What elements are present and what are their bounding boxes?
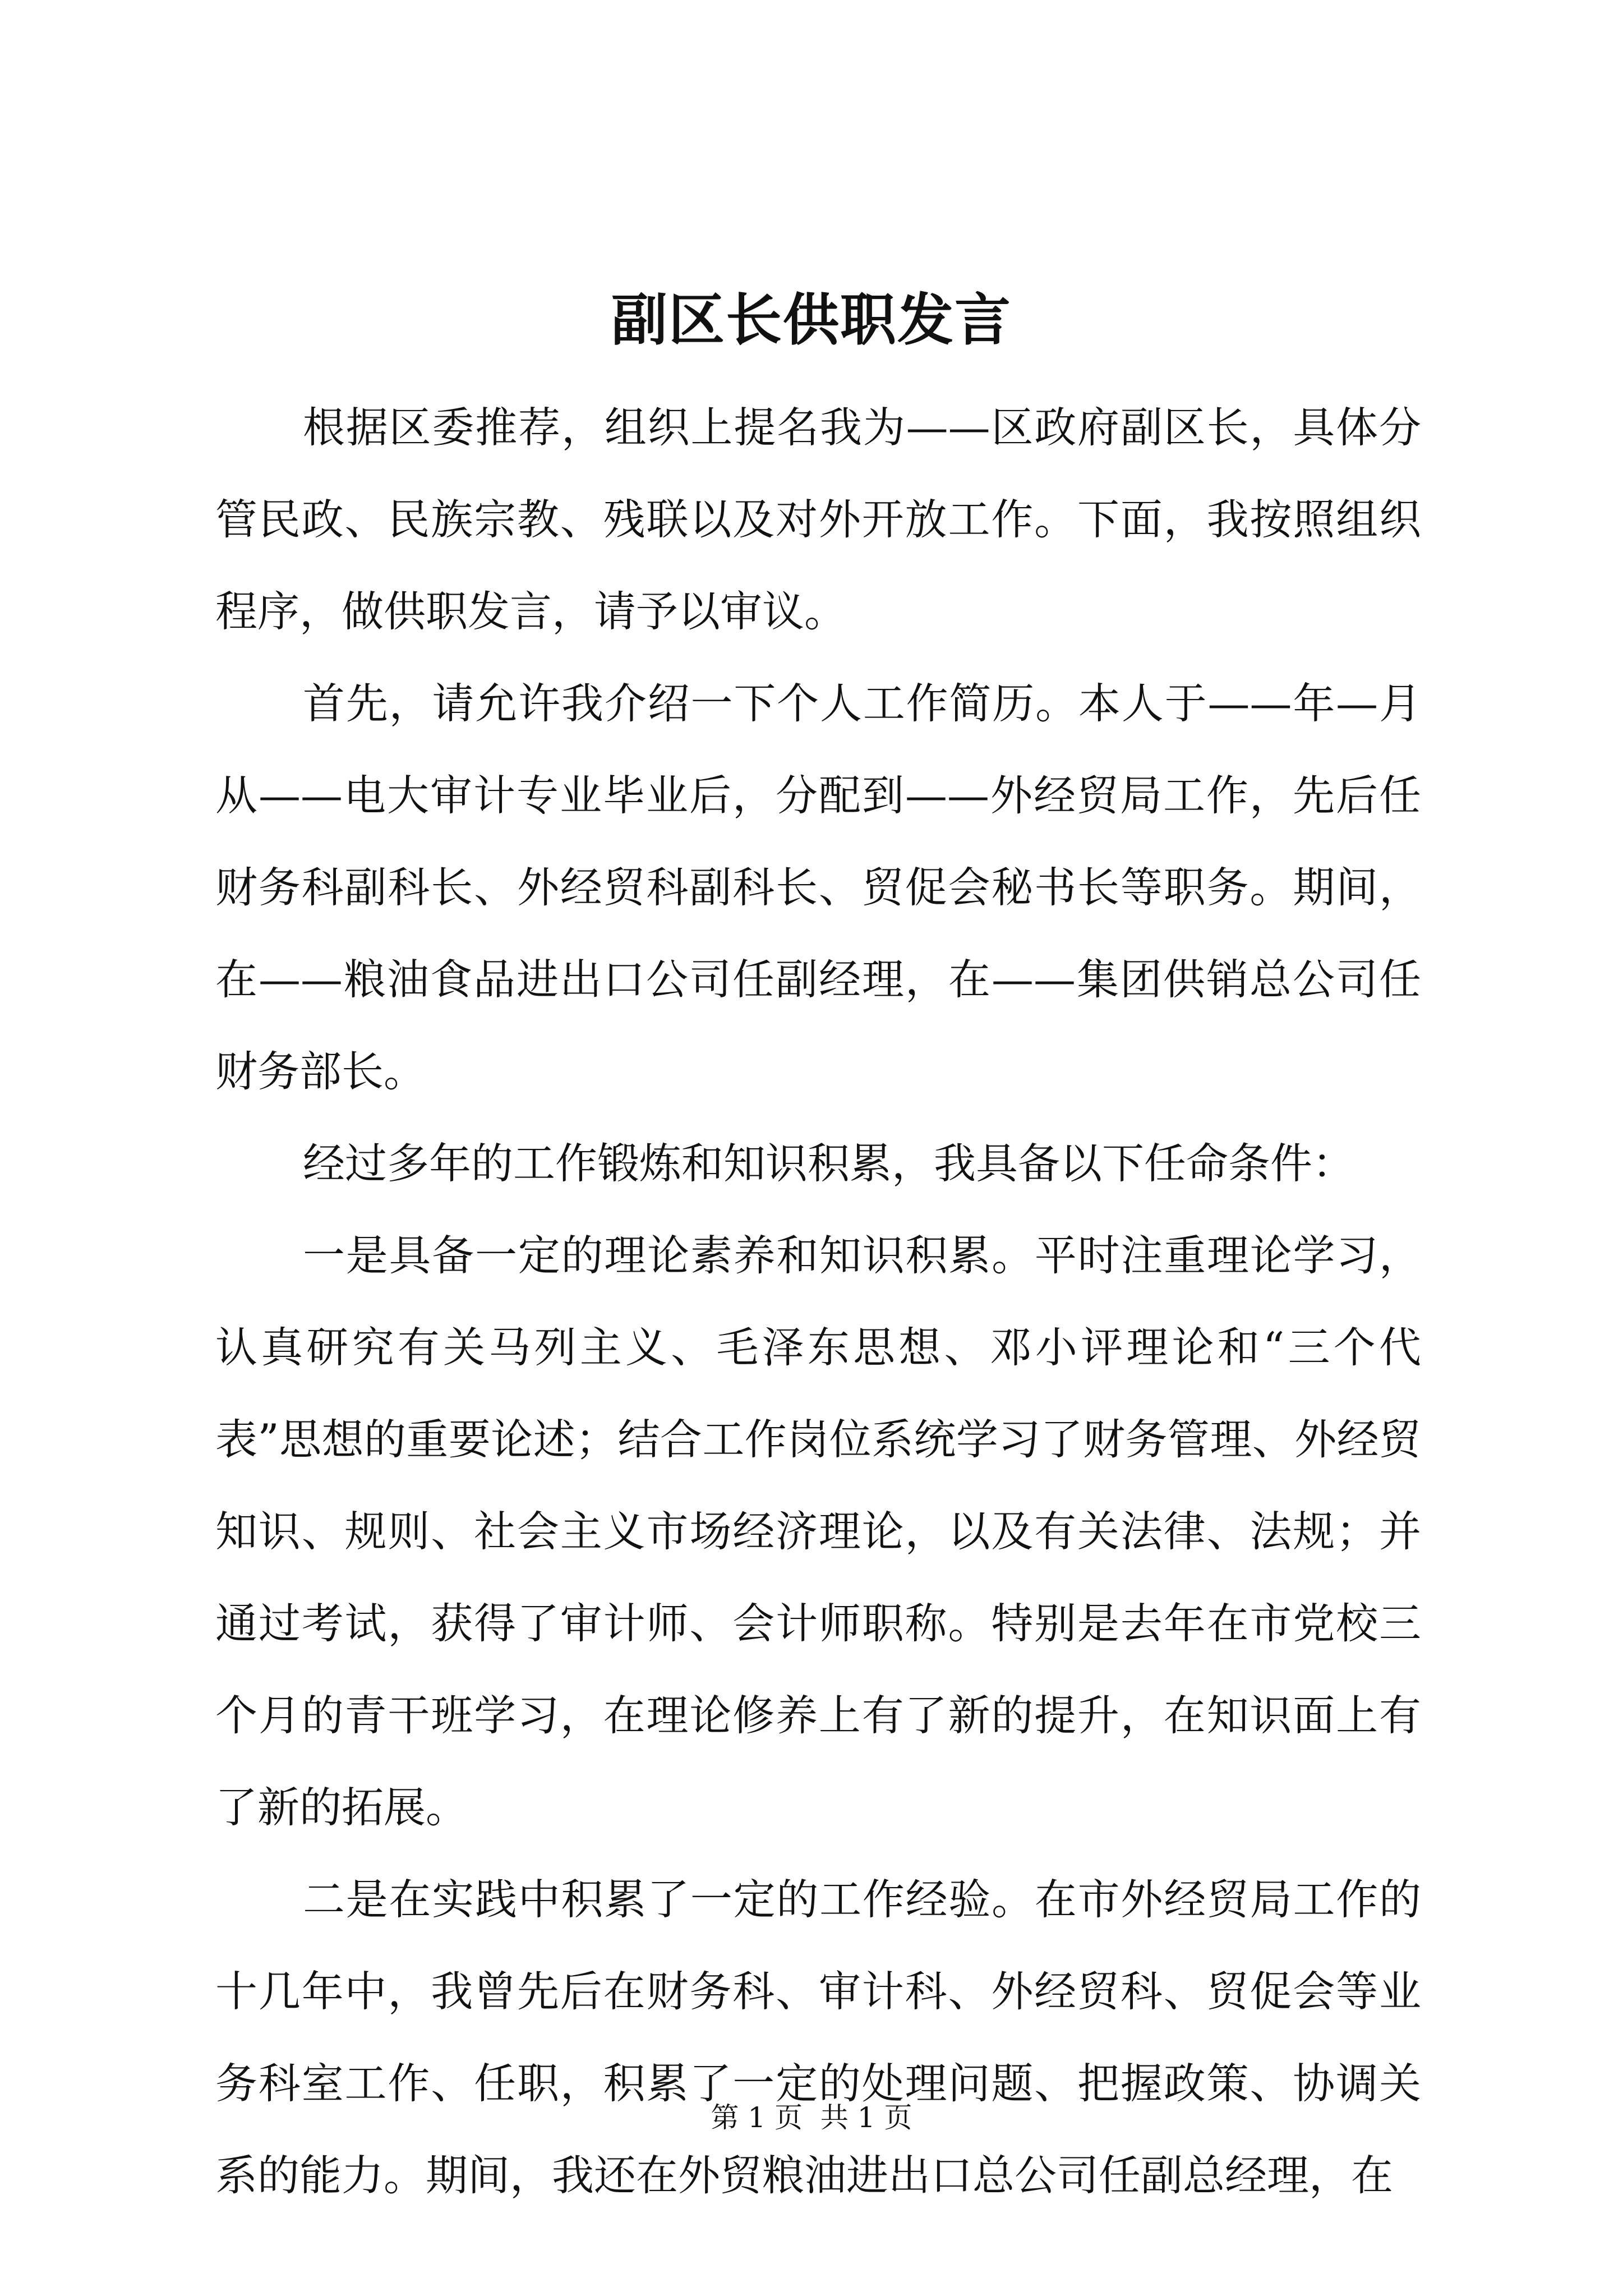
page-footer (0, 2098, 1623, 2137)
paragraph-theory: 一是具备一定的理论素养和知识积累。平时注重理论学习，认真研究有关马列主义、毛泽东思想、邓小评理论和“三个代表”思想的重要论述；结合工作岗位系统学习了财务管理、外经贸知识、规则、社会主义市场经济理论，以及有关法律、法规；并通过考试，获得了审计师、会计师职称。特别是去年在市党校三个月的青干班学习，在理论修养上有了新的提升，在知识面上有了新的拓展。 (215, 1231, 1421, 1832)
page-title: 副区长供职发言 (611, 287, 1012, 353)
page-number: 第 1 页 (711, 2101, 803, 2134)
paragraph-conditions: 经过多年的工作锻炼和知识积累，我具备以下任命条件： (303, 1139, 1355, 1188)
paragraph-experience: 二是在实践中积累了一定的工作经验。在市外经贸局工作的十几年中，我曾先后在财务科、审计科、外经贸科、贸促会等业务科室工作、任职，积累了一定的处理问题、把握政策、协调关系的能力。期间，我还在外贸粮油进出口总公司任副总经理，在 (215, 1875, 1421, 2200)
paragraph-intro: 根据区委推荐，组织上提名我为——区政府副区长，具体分管民政、民族宗教、残联以及对外开放工作。下面，我按照组织程序，做供职发言，请予以审议。 (215, 403, 1421, 636)
paragraph-resume: 首先，请允许我介绍一下个人工作简历。本人于——年—月从——电大审计专业毕业后，分配到——外经贸局工作，先后任财务科副科长、外经贸科副科长、贸促会秘书长等职务。期间，在——粮油食品进出口公司任副经理，在——集团供销总公司任财务部长。 (215, 679, 1421, 1096)
document-body (215, 381, 1421, 2221)
page-total: 共 1 页 (820, 2101, 912, 2134)
